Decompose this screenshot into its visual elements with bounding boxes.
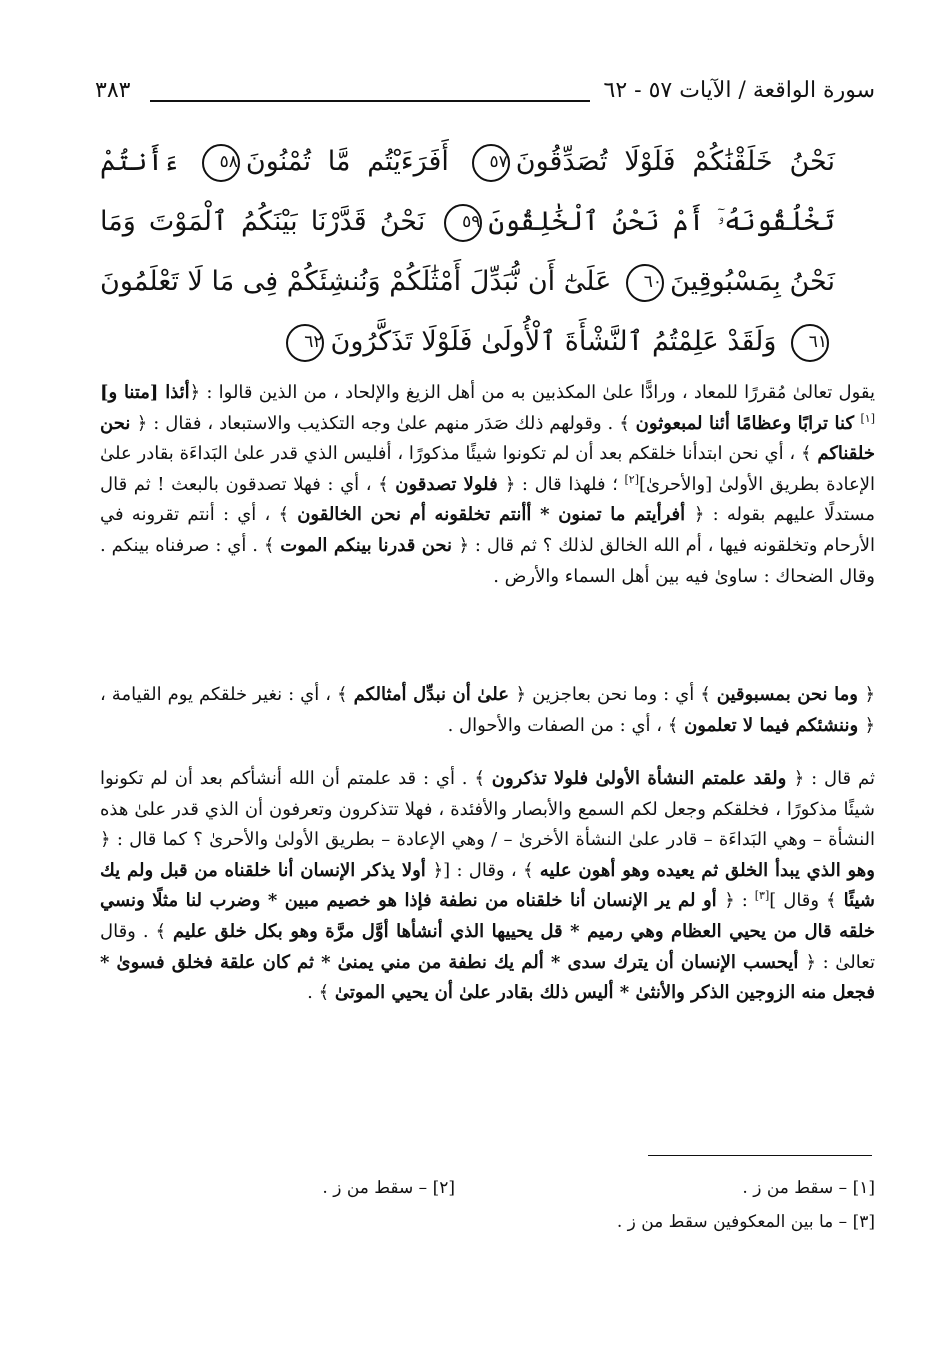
verse-text: وَلَقَدْ عَلِمْتُمُ ٱلنَّشْأَةَ ٱلْأُولَىٰ فَلَوْلَا تَذَكَّرُونَ bbox=[330, 326, 777, 357]
quoted-verse: كنا ترابًا وعظامًا أئنا لمبعوثون bbox=[635, 412, 861, 434]
footnote-ref: [٢] bbox=[624, 472, 640, 486]
commentary-paragraph bbox=[100, 680, 875, 741]
commentary-paragraph bbox=[100, 764, 875, 1009]
footnotes bbox=[100, 1178, 875, 1246]
quoted-verse: أو لم ير الإنسان أنا خلقناه من نطفة فإذا هو خصيم مبين * وضرب لنا مثلًا ونسي خلقه قال من يحيي العظام وهي رميم * قل يحييها الذي أنشأها أوَّل مرَّة وهو بكل خلق عليم bbox=[100, 890, 876, 942]
footnote-1: [١] – سقط من ز . bbox=[742, 1178, 875, 1198]
commentary-text: ﴾ وقال ] bbox=[769, 890, 844, 912]
commentary-text: ﴿ bbox=[864, 684, 875, 705]
quoted-verse: نحن قدرنا بينكم الموت bbox=[280, 534, 459, 556]
quoted-verse: أولا يذكر الإنسان أنا خلقناه من قبل ولم يك شيئًا bbox=[100, 859, 876, 912]
verse-number-mark: ٥٧ bbox=[472, 144, 510, 182]
commentary-text: ﴾ . وقولهم ذلك صَدَر منهم علىٰ وجه التكذيب والاستبعاد ، فقال : ﴿ bbox=[136, 412, 636, 434]
verse-text: أَفَرَءَيْتُم مَّا تُمْنُونَ bbox=[245, 146, 449, 177]
verse-number-mark: ٥٩ bbox=[444, 204, 482, 242]
header-rule bbox=[150, 100, 590, 102]
quoted-verse: أفرأيتم ما تمنون * أأنتم تخلقونه أم نحن الخالقون bbox=[297, 504, 694, 526]
page-header bbox=[95, 78, 875, 118]
verse-number-mark: ٥٨ bbox=[202, 144, 240, 182]
quoted-verse: نحن خلقناكم bbox=[100, 412, 875, 465]
commentary-text: ﴾ . وقال تعالىٰ : ﴿ bbox=[100, 920, 875, 973]
footnote-ref: [١] bbox=[860, 411, 875, 425]
quoted-verse: أئذا [متنا و] bbox=[100, 382, 190, 403]
commentary-text: ﴾ ، أي : من الصفات والأحوال . bbox=[447, 714, 685, 736]
verse-number-mark: ٦٢ bbox=[286, 324, 324, 362]
commentary-text: يقول تعالىٰ مُقررًا للمعاد ، ورادًّا علىٰ المكذبين به من أهل الزيغ والإلحاد ، من الذين قالوا : ﴿ bbox=[189, 382, 875, 403]
footnote-3: [٣] – ما بين المعكوفين سقط من ز . bbox=[616, 1212, 875, 1232]
verse-number-mark: ٦١ bbox=[791, 324, 829, 362]
quoted-verse: فلولا تصدقون bbox=[395, 473, 505, 495]
verse-text: نَحْنُ قَدَّرْنَا بَيْنَكُمُ ٱلْمَوْتَ وَمَا نَحْنُ بِمَسْبُوقِينَ bbox=[100, 206, 835, 297]
commentary-text: ﴾ ، أي : نغير خلقكم يوم القيامة ، ﴿ bbox=[100, 684, 875, 736]
verse-number-mark: ٦٠ bbox=[626, 264, 664, 302]
verse-text: عَلَىٰٓ أَن نُّبَدِّلَ أَمْثَٰلَكُمْ وَنُنشِئَكُمْ فِى مَا لَا تَعْلَمُونَ bbox=[100, 266, 612, 297]
verse-text: نَحْنُ خَلَقْنَٰكُمْ فَلَوْلَا تُصَدِّقُونَ bbox=[515, 146, 835, 177]
quoted-verse: علىٰ أن نبدِّل أمثالكم bbox=[353, 684, 516, 705]
quoted-verse: وما نحن بمسبوقين bbox=[716, 684, 865, 705]
commentary-text: ﴾ ، أي : أنتم تقرونه في الأرحام وتخلقونه فيها ، أم الله الخالق لذلك ؟ ثم قال : ﴿ bbox=[100, 504, 875, 556]
quoted-verse: أيحسب الإنسان أن يترك سدى * ألم يك نطفة من مني يمنىٰ * ثم كان علقة فخلق فسوىٰ * فجعل منه الزوجين الذكر والأنثىٰ * أليس ذلك بقادر علىٰ أن يحيي الموتىٰ bbox=[100, 951, 875, 1004]
quoted-verse: وهو الذي يبدأ الخلق ثم يعيده وهو أهون عليه bbox=[539, 859, 875, 881]
commentary-text: ﴾ أي : وما نحن بعاجزين ﴿ bbox=[515, 684, 717, 705]
commentary-text: ﴾ ، أي : فهلا تصدقون بالبعث ! ثم قال مستدلًا عليهم بقوله : ﴿ bbox=[100, 473, 875, 526]
commentary-text: : ﴿ bbox=[724, 890, 755, 912]
commentary-paragraph bbox=[100, 378, 875, 592]
footnote-row bbox=[100, 1212, 875, 1246]
commentary-text: ﴾ . أي : صرفناه بينكم . وقال الضحاك : ساوىٰ فيه بين أهل السماء والأرض . bbox=[100, 534, 875, 587]
quoted-verse: وننشئكم فيما لا تعلمون bbox=[684, 714, 865, 736]
commentary-text: ﴾ . bbox=[307, 982, 335, 1004]
footnote-2: [٢] – سقط من ز . bbox=[322, 1178, 455, 1198]
footnote-ref: [٣] bbox=[754, 889, 770, 903]
commentary-text: ﴾ ، أي نحن ابتدأنا خلقكم بعد أن لم تكونوا شيئًا مذكورًا ، أفليس الذي قدر علىٰ البَداءَة بقادر علىٰ الإعادة بطريق الأولىٰ [والأحرىٰ] bbox=[100, 443, 876, 495]
commentary-text: ثم قال : ﴿ bbox=[793, 768, 875, 789]
quran-verses bbox=[100, 132, 835, 372]
verse-text: ءَأَنتُمْ تَخْلُقُونَهُۥٓ أَمْ نَحْنُ ٱلْخَٰلِقُونَ bbox=[100, 146, 835, 237]
commentary-text: ؛ فلهذا قال : ﴿ bbox=[504, 473, 625, 495]
quoted-verse: ولقد علمتم النشأة الأولىٰ فلولا تذكرون bbox=[491, 768, 794, 789]
footnote-rule bbox=[648, 1155, 872, 1156]
footnote-row bbox=[100, 1178, 875, 1212]
surah-title: سورة الواقعة / الآيات ٥٧ - ٦٢ bbox=[603, 78, 875, 103]
commentary-text: ﴾ ، وقال : [﴿ bbox=[432, 859, 540, 881]
commentary-text: ﴾ . أي : قد علمتم أن الله أنشأكم بعد أن لم تكونوا شيئًا مذكورًا ، فخلقكم وجعل لكم السمع والأبصار والأفئدة ، فهلا تتذكرون وتعرفون أن الذي قدر علىٰ هذه النشأة – وهي البَداءَة – قادر علىٰ النشأة الأخرىٰ – / وهي الإعادة – بطريق الأولىٰ والأحرىٰ ؟ كما قال : ﴿ bbox=[100, 768, 875, 851]
page-number: ٣٨٣ bbox=[95, 78, 131, 103]
